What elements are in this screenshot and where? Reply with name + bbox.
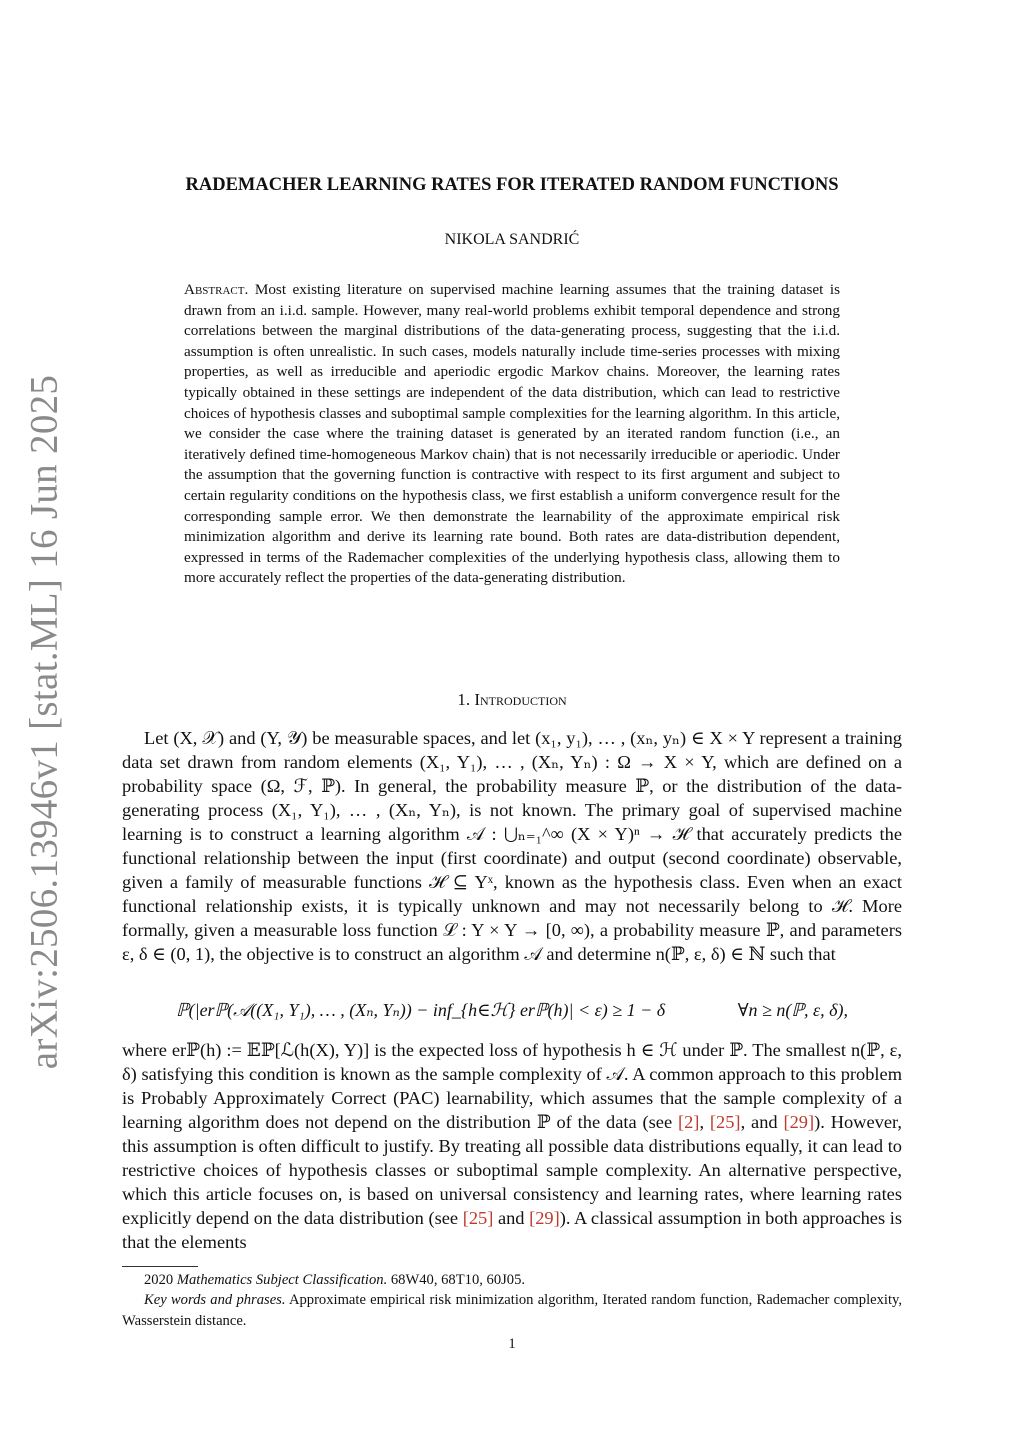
paper-title: RADEMACHER LEARNING RATES FOR ITERATED RANDOM FUNCTIONS — [185, 175, 839, 195]
citation-link-25-second[interactable]: [25] — [462, 1208, 494, 1228]
section-title: Introduction — [474, 690, 567, 709]
intro-text-2b: , — [699, 1112, 710, 1132]
abstract-text: Most existing literature on supervised machine learning assumes that the training dataset is drawn from an i.i.d. sample. However, many real-world problems exhibit temporal dependence and strong correlations between the marginal distributions of the data-generating process, suggesting that the i.i.d. assumption is often unrealistic. In such cases, models naturally include time-series processes with mixing properties, as well as irreducible and aperiodic ergodic Markov chains. Moreover, the learning rates typically obtained in these settings are independent of the data distribution, which can lead to restrictive choices of hypothesis classes and suboptimal sample complexities for the learning algorithm. In this article, we consider the case where the training dataset is generated by an iterated random function (i.e., an iteratively defined time-homogeneous Markov chain) that is not necessarily irreducible or aperiodic. Under the assumption that the governing function is contractive with respect to its first argument and subject to certain regularity conditions on the hypothesis class, we first establish a uniform convergence result for the corresponding sample error. We then demonstrate the learnability of the approximate empirical risk minimization algorithm and derive its learning rate bound. Both rates are data-distribution dependent, expressed in terms of the Rademacher complexities of the underlying hypothesis class, allowing them to more accurately reflect the properties of the data-generating distribution. — [184, 281, 841, 587]
intro-text-2e: and — [493, 1208, 530, 1228]
footnote-keywords-label: Key words and phrases. — [144, 1292, 286, 1309]
footnote-keywords-text: Approximate empirical risk minimization algorithm, Iterated random function, Rademacher complexity, Wasserstein distance. — [122, 1292, 902, 1329]
paper-author: NIKOLA SANDRIĆ — [444, 231, 580, 248]
footnote-msc-codes: 68W40, 68T10, 60J05. — [390, 1272, 526, 1288]
citation-link-29-second[interactable]: [29] — [529, 1208, 560, 1228]
arxiv-identifier: arXiv:2506.13946v1 [stat.ML] 16 Jun 2025 — [22, 374, 66, 1070]
footnote-divider — [122, 1266, 198, 1267]
abstract-label: Abstract. — [184, 281, 249, 298]
footnotes-block — [122, 1270, 902, 1331]
citation-link-29[interactable]: [29] — [783, 1112, 815, 1132]
intro-paragraph-2 — [122, 1038, 902, 1254]
citation-link-25[interactable]: [25] — [709, 1112, 741, 1132]
footnote-msc-year: 2020 — [144, 1272, 174, 1288]
footnote-msc — [122, 1270, 902, 1290]
abstract-block — [184, 280, 840, 589]
display-equation — [122, 998, 902, 1034]
footnote-msc-label: Mathematics Subject Classification. — [176, 1272, 388, 1288]
equation-left: ℙ(|erℙ(𝒜((X₁, Y₁), … , (Xₙ, Yₙ)) − inf_{h∈ℋ} erℙ(h)| < ε) ≥ 1 − δ — [176, 1000, 666, 1020]
intro-text-1: Let (X, 𝒳) and (Y, 𝒴) be measurable spaces, and let (x₁, y₁), … , (xₙ, yₙ) ∈ X × Y represent a training data set drawn from random elements (X₁, Y₁), … , (Xₙ, Yₙ) : Ω → X × Y, which are defined on a probability space (Ω, ℱ, ℙ). In general, the probability measure ℙ, or the distribution of the data-generating process (X₁, Y₁), … , (Xₙ, Yₙ), is not known. The primary goal of supervised machine learning is to construct a learning algorithm 𝒜 : ⋃ₙ₌₁^∞ (X × Y)ⁿ → ℋ that accurately predicts the functional relationship between the input (first coordinate) and output (second coordinate) observable, given a family of measurable functions ℋ ⊆ Yˣ, known as the hypothesis class. Even when an exact functional relationship exists, it is typically unknown and may not necessarily belong to ℋ. More formally, given a measurable loss function ℒ : Y × Y → [0, ∞), a probability measure ℙ, and parameters ε, δ ∈ (0, 1), the objective is to construct an algorithm 𝒜 and determine n(ℙ, ε, δ) ∈ ℕ such that — [122, 728, 902, 964]
intro-paragraph-1 — [122, 726, 902, 966]
citation-link-2[interactable]: [2] — [677, 1112, 700, 1132]
arxiv-sidebar-stamp — [22, 374, 66, 1070]
equation-condition: ∀n ≥ n(ℙ, ε, δ), — [737, 1000, 848, 1020]
section-number: 1. — [457, 690, 471, 709]
intro-text-2a: where erℙ(h) := 𝔼ℙ[ℒ(h(X), Y)] is the expected loss of hypothesis h ∈ ℋ under ℙ. The smallest n(ℙ, ε, δ) satisfying this condition is known as the sample complexity of 𝒜. A common approach to this problem is Probably Approximately Correct (PAC) learnability, which assumes that the sample complexity of a learning algorithm does not depend on the distribution ℙ of the data (see — [122, 1040, 902, 1132]
footnote-keywords — [122, 1290, 902, 1331]
intro-text-2d: ). However, this assumption is often difficult to justify. By treating all possible data distributions equally, it can lead to restrictive choices of hypothesis classes or suboptimal sample complexity. An alternative perspective, which this article focuses on, is based on universal consistency and learning rates, where learning rates explicitly depend on the data distribution (see — [122, 1112, 902, 1228]
page-number: 1 — [508, 1336, 516, 1352]
intro-text-2f: ). A classical assumption in both approaches is that the elements — [122, 1208, 903, 1252]
intro-text-2c: , and — [740, 1112, 784, 1132]
section-heading-introduction — [0, 690, 1024, 710]
